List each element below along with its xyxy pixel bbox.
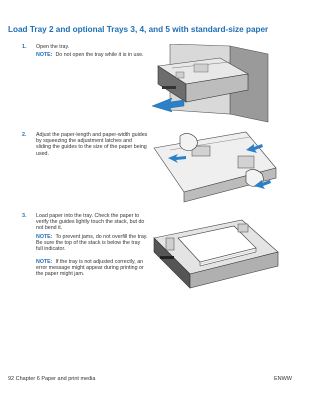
note-label: NOTE: — [36, 52, 53, 58]
step-2-number: 2. — [22, 132, 27, 138]
note-label: NOTE: — [36, 259, 53, 265]
step-1-note — [36, 52, 156, 58]
note-label: NOTE: — [36, 234, 53, 240]
page-title: Load Tray 2 and optional Trays 3, 4, and 5 with standard-size paper — [8, 25, 269, 34]
step-3-note-1 — [36, 234, 148, 253]
step-3-note-2 — [36, 259, 148, 278]
footer-locale: ENWW — [273, 376, 292, 382]
adjust-guides-illustration — [150, 128, 280, 208]
step-2-text: Adjust the paper-length and paper-width guides by squeezing the adjustment latches and sliding the guides to the size of the paper being used. — [36, 132, 148, 157]
footer-page-info: 92 Chapter 6 Paper and print media — [8, 376, 96, 382]
tray-open-illustration — [150, 44, 272, 126]
step-1-text: Open the tray. — [36, 44, 70, 50]
step-3-number: 3. — [22, 213, 27, 219]
step-1-number: 1. — [22, 44, 27, 50]
note-text: Do not open the tray while it is in use. — [55, 52, 144, 58]
step-3-text: Load paper into the tray. Check the paper to verify the guides lightly touch the stack, but do not bend it. — [36, 213, 145, 232]
load-paper-illustration — [150, 212, 282, 296]
note-text: To prevent jams, do not overfill the tray. Be sure the top of the stack is below the tray full indicator. — [36, 234, 148, 253]
note-text: If the tray is not adjusted correctly, an error message might appear during printing or the paper might jam. — [36, 259, 144, 278]
